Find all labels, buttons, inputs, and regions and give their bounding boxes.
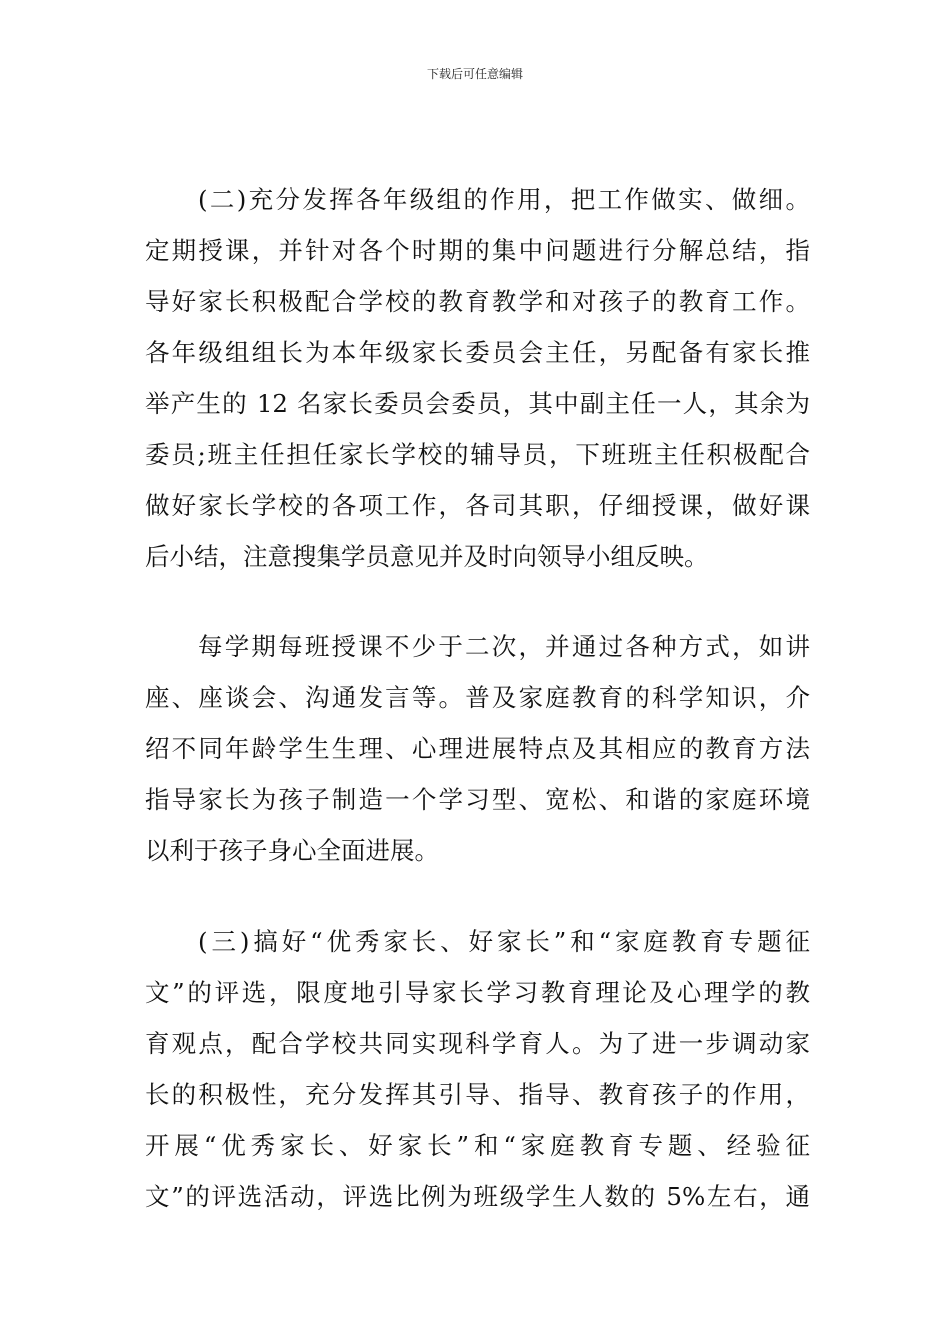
paragraph-1 (145, 174, 810, 582)
paragraph-line: (二)充分发挥各年级组的作用，把工作做实、做细。 (198, 185, 810, 214)
paragraph-2 (145, 621, 810, 876)
page-header: 下载后可任意编辑 (426, 67, 523, 81)
paragraph-line: 定期授课，并针对各个时期的集中问题进行分解总结，指 (145, 236, 810, 265)
paragraph-line: 育观点，配合学校共同实现科学育人。为了进一步调动家 (145, 1029, 810, 1058)
paragraph-line: (三)搞好“优秀家长、好家长”和“家庭教育专题征 (198, 927, 810, 956)
paragraph-line: 各年级组组长为本年级家长委员会主任，另配备有家长推 (145, 338, 810, 367)
paragraph-line: 文”的评选活动，评选比例为班级学生人数的 5%左右，通 (145, 1182, 810, 1211)
paragraph-line: 委员;班主任担任家长学校的辅导员，下班班主任积极配合 (145, 440, 810, 469)
paragraph-line: 导好家长积极配合学校的教育教学和对孩子的教育工作。 (145, 287, 810, 316)
paragraph-line: 文”的评选，限度地引导家长学习教育理论及心理学的教 (145, 978, 810, 1007)
paragraph-line: 后小结，注意搜集学员意见并及时向领导小组反映。 (145, 542, 709, 571)
paragraph-line: 以利于孩子身心全面进展。 (145, 836, 439, 865)
paragraph-line: 座、座谈会、沟通发言等。普及家庭教育的科学知识，介 (145, 683, 810, 712)
paragraph-line: 绍不同年龄学生生理、心理进展特点及其相应的教育方法 (145, 734, 810, 763)
paragraph-line: 举产生的 12 名家长委员会委员，其中副主任一人，其余为 (145, 389, 810, 418)
paragraph-line: 开展“优秀家长、好家长”和“家庭教育专题、经验征 (145, 1131, 810, 1160)
paragraph-line: 每学期每班授课不少于二次，并通过各种方式，如讲 (198, 632, 810, 661)
paragraph-line: 长的积极性，充分发挥其引导、指导、教育孩子的作用， (145, 1080, 810, 1109)
paragraph-3 (145, 916, 810, 1222)
paragraph-line: 做好家长学校的各项工作，各司其职，仔细授课，做好课 (145, 491, 810, 520)
paragraph-line: 指导家长为孩子制造一个学习型、宽松、和谐的家庭环境 (145, 785, 810, 814)
